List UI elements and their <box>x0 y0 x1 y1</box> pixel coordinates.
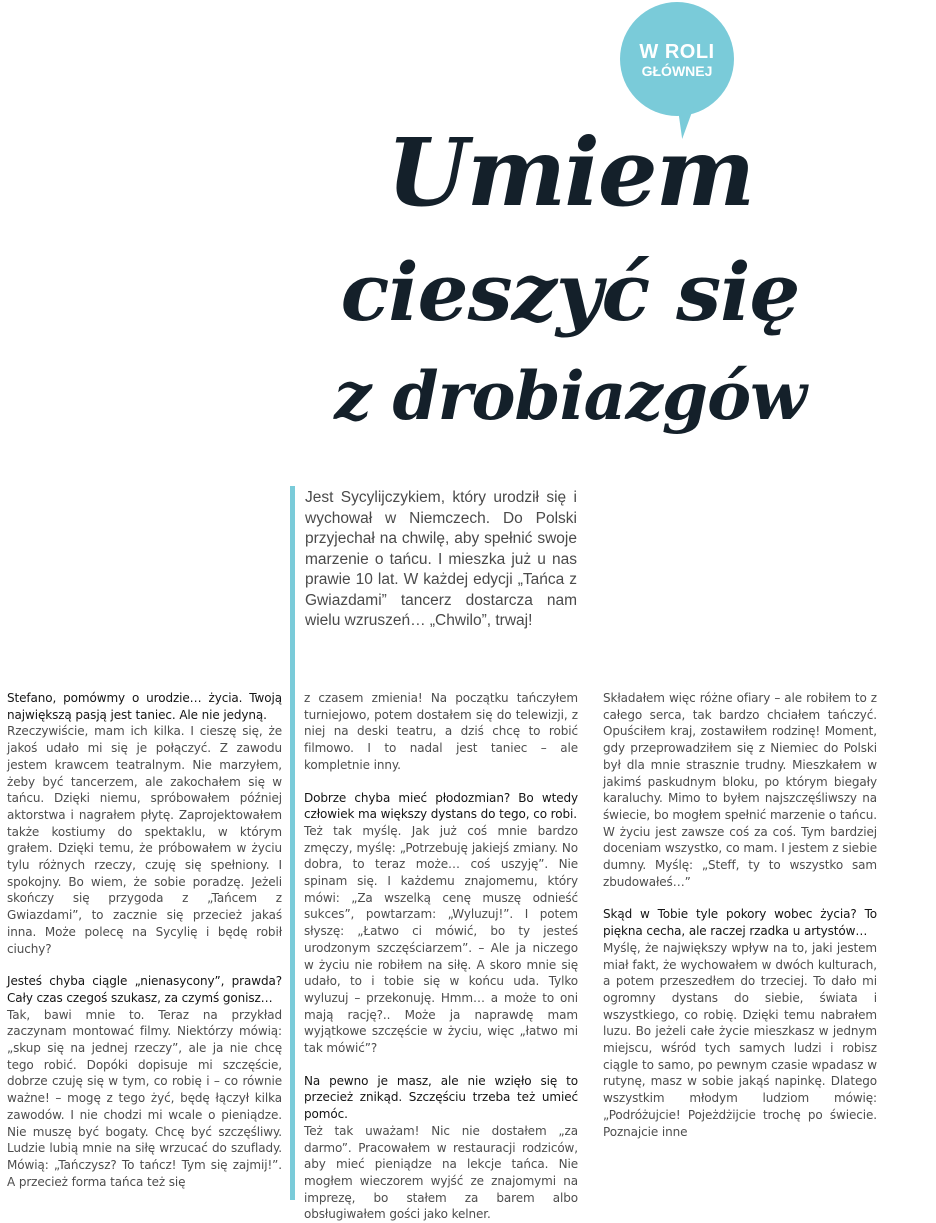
answer: Też tak uważam! Nic nie dostałem „za darmo”. Pracowałem w restauracji rodziców, aby mieć pieniądze na lekcje tańca. Nie mogłem wieczorem wyjść ze znajomymi na imprezę, bo stałem za barem albo obsługiwałem gości jako kelner. <box>304 1123 578 1222</box>
answer: Tak, bawi mnie to. Teraz na przykład zaczynam montować filmy. Niektórzy mówią: „skup się na jednej rzeczy”, ale ja nie chcę tego robić. Dopóki dopisuje mi szczęście, dobrze czuję się w tym, co robię i – co równie ważne! – mogę z tego żyć, będę łączył kilka zawodów. I nie chodzi mi wcale o pieniądze. Nie muszę być bogaty. Chcę być szczęśliwy. Ludzie lubią mnie na siłę wrzucać do szuflady. Mówią: „Tańczysz? To tańcz! Tym się zajmij!”. A przecież forma tańca też się <box>7 1007 282 1189</box>
text-column-3 <box>603 690 877 1140</box>
question: Na pewno je masz, ale nie wzięło się to przecież znikąd. Szczęściu trzeba też umieć pomóc. <box>304 1073 578 1122</box>
section-badge-label <box>620 42 734 78</box>
headline-line-1: Umiem <box>386 118 754 228</box>
article-headline <box>290 112 850 442</box>
question: Skąd w Tobie tyle pokory wobec życia? To piękna cecha, ale raczej rzadka u artystów… <box>603 907 877 939</box>
answer: Myślę, że największy wpływ na to, jaki jestem miał fakt, że wychowałem w dwóch kulturach, a potem przeszedłem do trzeciej. To dało mi ogromny dystans do siebie, świata i wszystkiego, co robię. Dzięki temu nabrałem luzu. Bo jeżeli całe życie mieszkasz w jednym miejscu, wśród tych samych ludzi i robisz ciągle to samo, po pewnym czasie wpadasz w rutynę, masz w sobie jakąś napinkę. Dlatego wszystkim młodym ludziom mówię: „Podróżujcie! Pojeżdżijcie trochę po świecie. Poznajcie inne <box>603 940 877 1139</box>
text-column-2 <box>304 690 578 1223</box>
question: Dobrze chyba mieć płodozmian? Bo wtedy człowiek ma większy dystans do tego, co robi. <box>304 790 578 822</box>
badge-line-2: GŁÓWNEJ <box>641 63 713 79</box>
answer: z czasem zmienia! Na początku tańczyłem turniejowo, potem dostałem się do telewizji, z niej na deski teatru, a dziś chcę to robić filmowo. I to nadal jest taniec – ale kompletnie inny. <box>304 691 578 772</box>
text-column-1 <box>7 690 282 1190</box>
question: Stefano, pomówmy o urodzie… życia. Twoją największą pasją jest taniec. Ale nie jedyną. <box>7 691 282 722</box>
answer: Też tak myślę. Jak już coś mnie bardzo zmęczy, myślę: „Potrzebuję jakiejś zmiany. No dobra, to teraz może… coś uszyję”. Nie spinam się. I każdemu znajomemu, który mówi: „Za wszelką cenę muszę odnieść sukces”, powtarzam: „Wyluzuj!”. I potem słyszę: „Łatwo ci mówić, bo ty jesteś urodzonym szczęściarzem”. – Ale ja niczego w życiu nie robiłem na siłę. A skoro mnie się udało, to i tobie się w końcu uda. Tylko wyluzuj – przekonuję. Hmm… a może to oni mają rację?.. Może ja naprawdę mam wyjątkowe szczęście w życiu, więc „łatwo mi tak mówić”? <box>304 823 578 1056</box>
headline-line-3: z drobiazgów <box>334 357 806 435</box>
question: Jesteś chyba ciągle „nienasycony”, prawda? Cały czas czegoś szukasz, za czymś gonisz… <box>7 974 282 1005</box>
answer: Rzeczywiście, mam ich kilka. I cieszę się, że jakoś udało mi się je połączyć. Z zawodu jestem krawcem teatralnym. Nie marzyłem, żeby być tancerzem, ale zakochałem się w tańcu. Dzięki niemu, spróbowałem później aktorstwa i nagrałem płytę. Zaprojektowałem także kostiumy do spektaklu, w którym grałem. Dzięki temu, że próbowałem w życiu tylu różnych rzeczy, czuję się spełniony. I spokojny. Bo wiem, że sobie poradzę. Jeżeli skończy się przygoda z „Tańcem z Gwiazdami”, to zacznie się przecież jakaś inna. Może polecę na Sycylię i będę robił ciuchy? <box>7 724 282 956</box>
badge-line-1: W ROLI <box>639 41 715 63</box>
accent-rule <box>290 486 295 1200</box>
headline-line-2: cieszyć się <box>340 245 800 339</box>
lead-paragraph: Jest Sycylijczykiem, który urodził się i wychował w Niemczech. Do Polski przyjechał na chwilę, aby spełnić swoje marzenie o tańcu. I mieszka już u nas prawie 10 lat. W każdej edycji „Tańca z Gwiazdami” tancerz dostarcza nam wielu wzruszeń… „Chwilo”, trwaj! <box>305 489 577 629</box>
answer: Składałem więc różne ofiary – ale robiłem to z całego serca, tak bardzo chciałem tańczyć. Opuściłem kraj, zostawiłem rodzinę! Moment, gdy przeprowadziłem się z Niemiec do Polski był dla mnie strasznie trudny. Mieszkałem w jakimś paskudnym bloku, po którym biegały karaluchy. Mimo to byłem najszczęśliwszy na świecie, bo mogłem spełnić marzenie o tańcu. W życiu jest zawsze coś za coś. Tym bardziej doceniam wszystko, co mam. I jestem z siebie dumny. Myślę: „Steff, ty to wszystko sam zbudowałeś…” <box>603 691 877 889</box>
